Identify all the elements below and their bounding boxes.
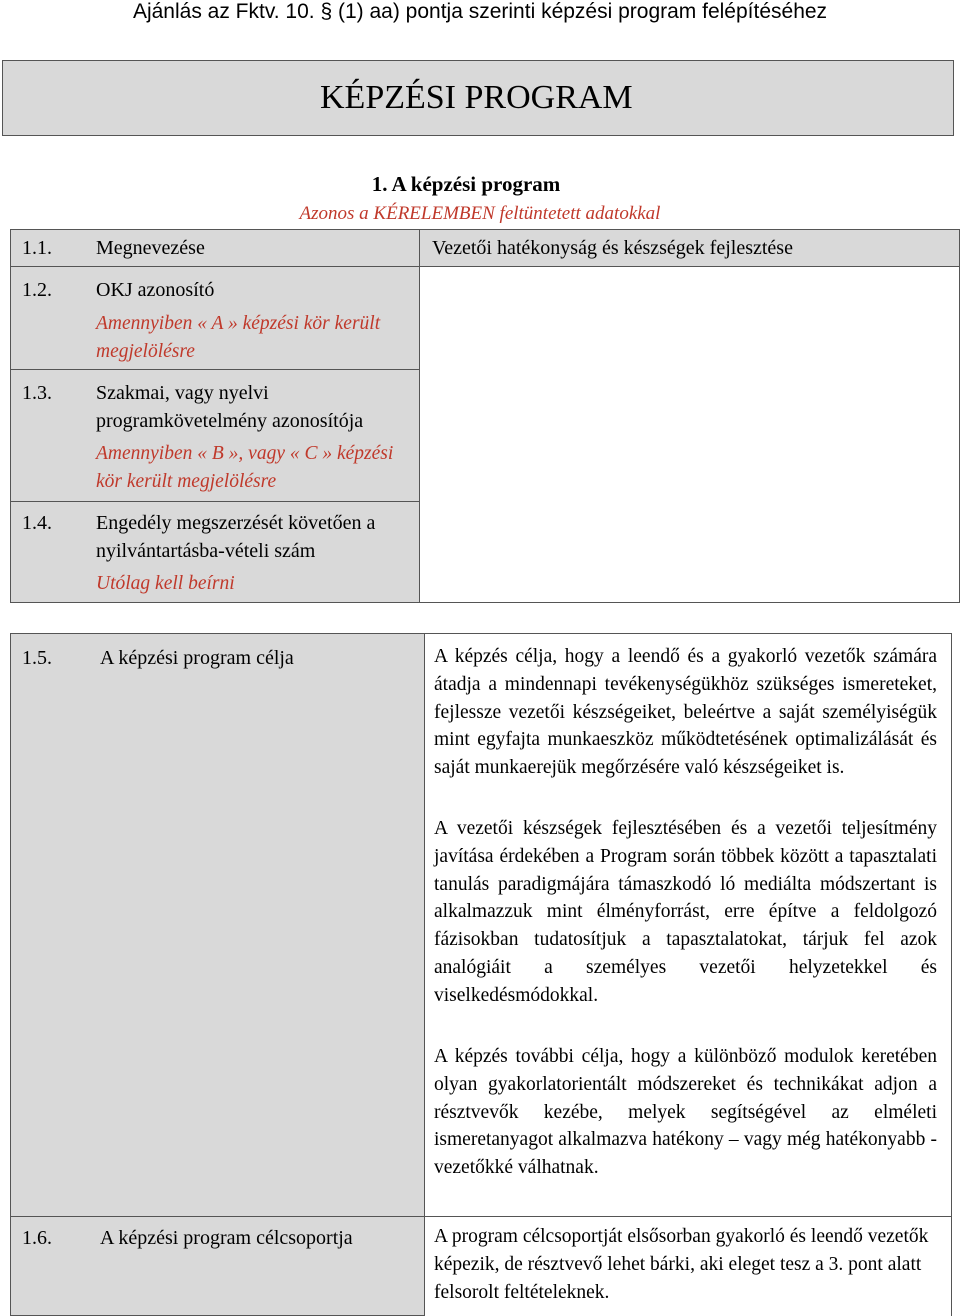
page-title: KÉPZÉSI PROGRAM	[320, 79, 633, 116]
row-1-6-label: A képzési program célcsoportja	[100, 1227, 353, 1249]
row-1-6-number: 1.6.	[22, 1227, 52, 1249]
row-1-1-value: Vezetői hatékonyság és készségek fejlesztése	[432, 237, 793, 259]
row-1-3-label: Szakmai, vagy nyelvi programkövetelmény azonosítója	[96, 382, 364, 432]
row-1-5-label: A képzési program célja	[100, 647, 294, 669]
row-1-2-number: 1.2.	[22, 279, 52, 301]
row-1-1-label-cell	[10, 229, 420, 267]
row-1-5-label-cell	[10, 633, 425, 1217]
row-1-2-note: Amennyiben « A » képzési kör került megjelölésre	[96, 313, 381, 362]
row-1-6-value: A program célcsoportját elsősorban gyakorló és leendő vezetők képezik, de résztvevő lehet bárki, aki eleget tesz a 3. pont alatt felsorolt feltételeknek.	[434, 1226, 929, 1303]
row-1-5-paragraph-3: A képzés további célja, hogy a különböző modulok keretében olyan gyakorlatorientált módszereket és technikákat adjon a résztvevők kezébe, melyek segítségével az elméleti ismeretanyagot alkalmazva hatékony – vagy még hatékonyabb - vezetőkké válhatnak.	[434, 1046, 937, 1179]
row-1-3-note: Amennyiben « B », vagy « C » képzési kör került megjelölésre	[96, 443, 394, 492]
section-title: 1. A képzési program	[371, 172, 561, 196]
row-1-4-note: Utólag kell beírni	[96, 573, 235, 594]
rows-1-2-to-1-4-value-cell	[419, 266, 960, 603]
row-1-1-label: Megnevezése	[96, 237, 205, 259]
row-1-5-paragraph-2: A vezetői készségek fejlesztésében és a vezetői teljesítmény javítása érdekében a Program során többek között a tapasztalati tanulás paradigmájára támaszkodó ló mediálta módszertant is alkalmazzuk mint élményforrást, erre építve a feldolgozó fázisokban tudatosítjuk a tapasztalatokat, tárjuk fel azok analógiáit a személyes vezetői helyzetekkel és viselkedésmódokkal.	[434, 818, 937, 1006]
row-1-5-paragraph-1: A képzés célja, hogy a leendő és a gyakorló vezetők számára átadja a mindennapi tevékenységükhöz szükséges ismereteket, fejlessze vezetői készségeiket, beleértve a saját személyiségük mint egyfajta munkaeszköz működtetésének optimalizálását és saját munkaerejük megőrzésére való készségeiket is.	[434, 646, 937, 779]
document-header: Ajánlás az Fktv. 10. § (1) aa) pontja szerinti képzési program felépítéséhez	[132, 0, 828, 23]
row-1-1-number: 1.1.	[22, 237, 52, 259]
row-1-2-label: OKJ azonosító	[96, 279, 215, 301]
row-1-3-number: 1.3.	[22, 382, 52, 404]
row-1-4-number: 1.4.	[22, 512, 52, 534]
section-subtitle: Azonos a KÉRELEMBEN feltüntetett adatokkal	[299, 203, 661, 224]
row-1-5-number: 1.5.	[22, 647, 52, 669]
row-1-4-label: Engedély megszerzését követően a nyilvántartásba-vételi szám	[96, 512, 376, 562]
